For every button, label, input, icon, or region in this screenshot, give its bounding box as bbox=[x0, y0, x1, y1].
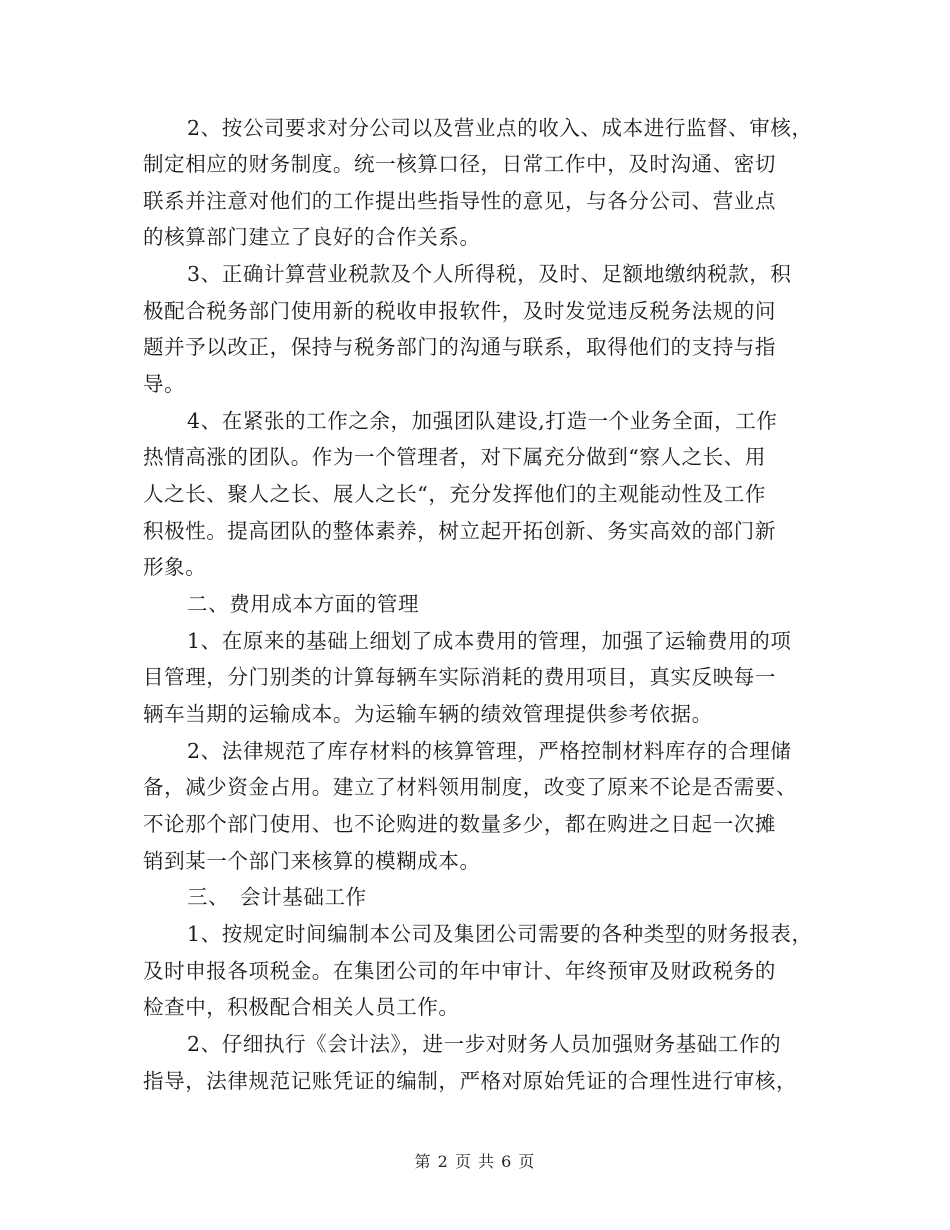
text-line: 2、按公司要求对分公司以及营业点的收入、成本进行监督、审核， bbox=[187, 116, 813, 140]
text-line: 制定相应的财务制度。统一核算口径，日常工作中，及时沟通、密切 bbox=[143, 152, 776, 176]
text-line: 形象。 bbox=[143, 555, 207, 579]
section-heading: 三、 会计基础工作 bbox=[187, 885, 367, 909]
text-line: 联系并注意对他们的工作提出些指导性的意见，与各分公司、营业点 bbox=[143, 189, 776, 213]
text-line: 4、在紧张的工作之余，加强团队建设,打造一个业务全面，工作 bbox=[187, 409, 778, 433]
text-line: 热情高涨的团队。作为一个管理者，对下属充分做到“察人之长、用 bbox=[143, 445, 766, 469]
text-line: 3、正确计算营业税款及个人所得税，及时、足额地缴纳税款，积 bbox=[187, 262, 792, 286]
text-line: 导。 bbox=[143, 372, 186, 396]
text-line: 题并予以改正，保持与税务部门的沟通与联系，取得他们的支持与指 bbox=[143, 335, 776, 359]
text-line: 销到某一个部门来核算的模糊成本。 bbox=[143, 849, 481, 873]
text-line: 辆车当期的运输成本。为运输车辆的绩效管理提供参考依据。 bbox=[143, 702, 713, 726]
text-line: 备，减少资金占用。建立了材料领用制度，改变了原来不论是否需要、 bbox=[143, 775, 798, 799]
text-line: 人之长、聚人之长、展人之长“，充分发挥他们的主观能动性及工作 bbox=[143, 482, 766, 506]
text-line: 的核算部门建立了良好的合作关系。 bbox=[143, 225, 481, 249]
text-line: 2、仔细执行《会计法》，进一步对财务人员加强财务基础工作的 bbox=[187, 1032, 782, 1056]
page-number-footer: 第 2 页 共 6 页 bbox=[414, 1152, 536, 1171]
text-line: 1、按规定时间编制本公司及集团公司需要的各种类型的财务报表， bbox=[187, 922, 813, 946]
text-line: 检查中，积极配合相关人员工作。 bbox=[143, 995, 460, 1019]
text-line: 目管理，分门别类的计算每辆车实际消耗的费用项目，真实反映每一 bbox=[143, 665, 776, 689]
text-line: 1、在原来的基础上细划了成本费用的管理，加强了运输费用的项 bbox=[187, 629, 792, 653]
text-line: 2、法律规范了库存材料的核算管理，严格控制材料库存的合理储 bbox=[187, 739, 792, 763]
text-line: 积极性。提高团队的整体素养，树立起开拓创新、务实高效的部门新 bbox=[143, 519, 776, 543]
text-line: 不论那个部门使用、也不论购进的数量多少，都在购进之日起一次摊 bbox=[143, 812, 776, 836]
text-line: 指导，法律规范记账凭证的编制，严格对原始凭证的合理性进行审核， bbox=[143, 1069, 798, 1093]
text-line: 及时申报各项税金。在集团公司的年中审计、年终预审及财政税务的 bbox=[143, 959, 776, 983]
text-line: 极配合税务部门使用新的税收申报软件，及时发觉违反税务法规的问 bbox=[143, 299, 776, 323]
section-heading: 二、费用成本方面的管理 bbox=[187, 592, 420, 616]
